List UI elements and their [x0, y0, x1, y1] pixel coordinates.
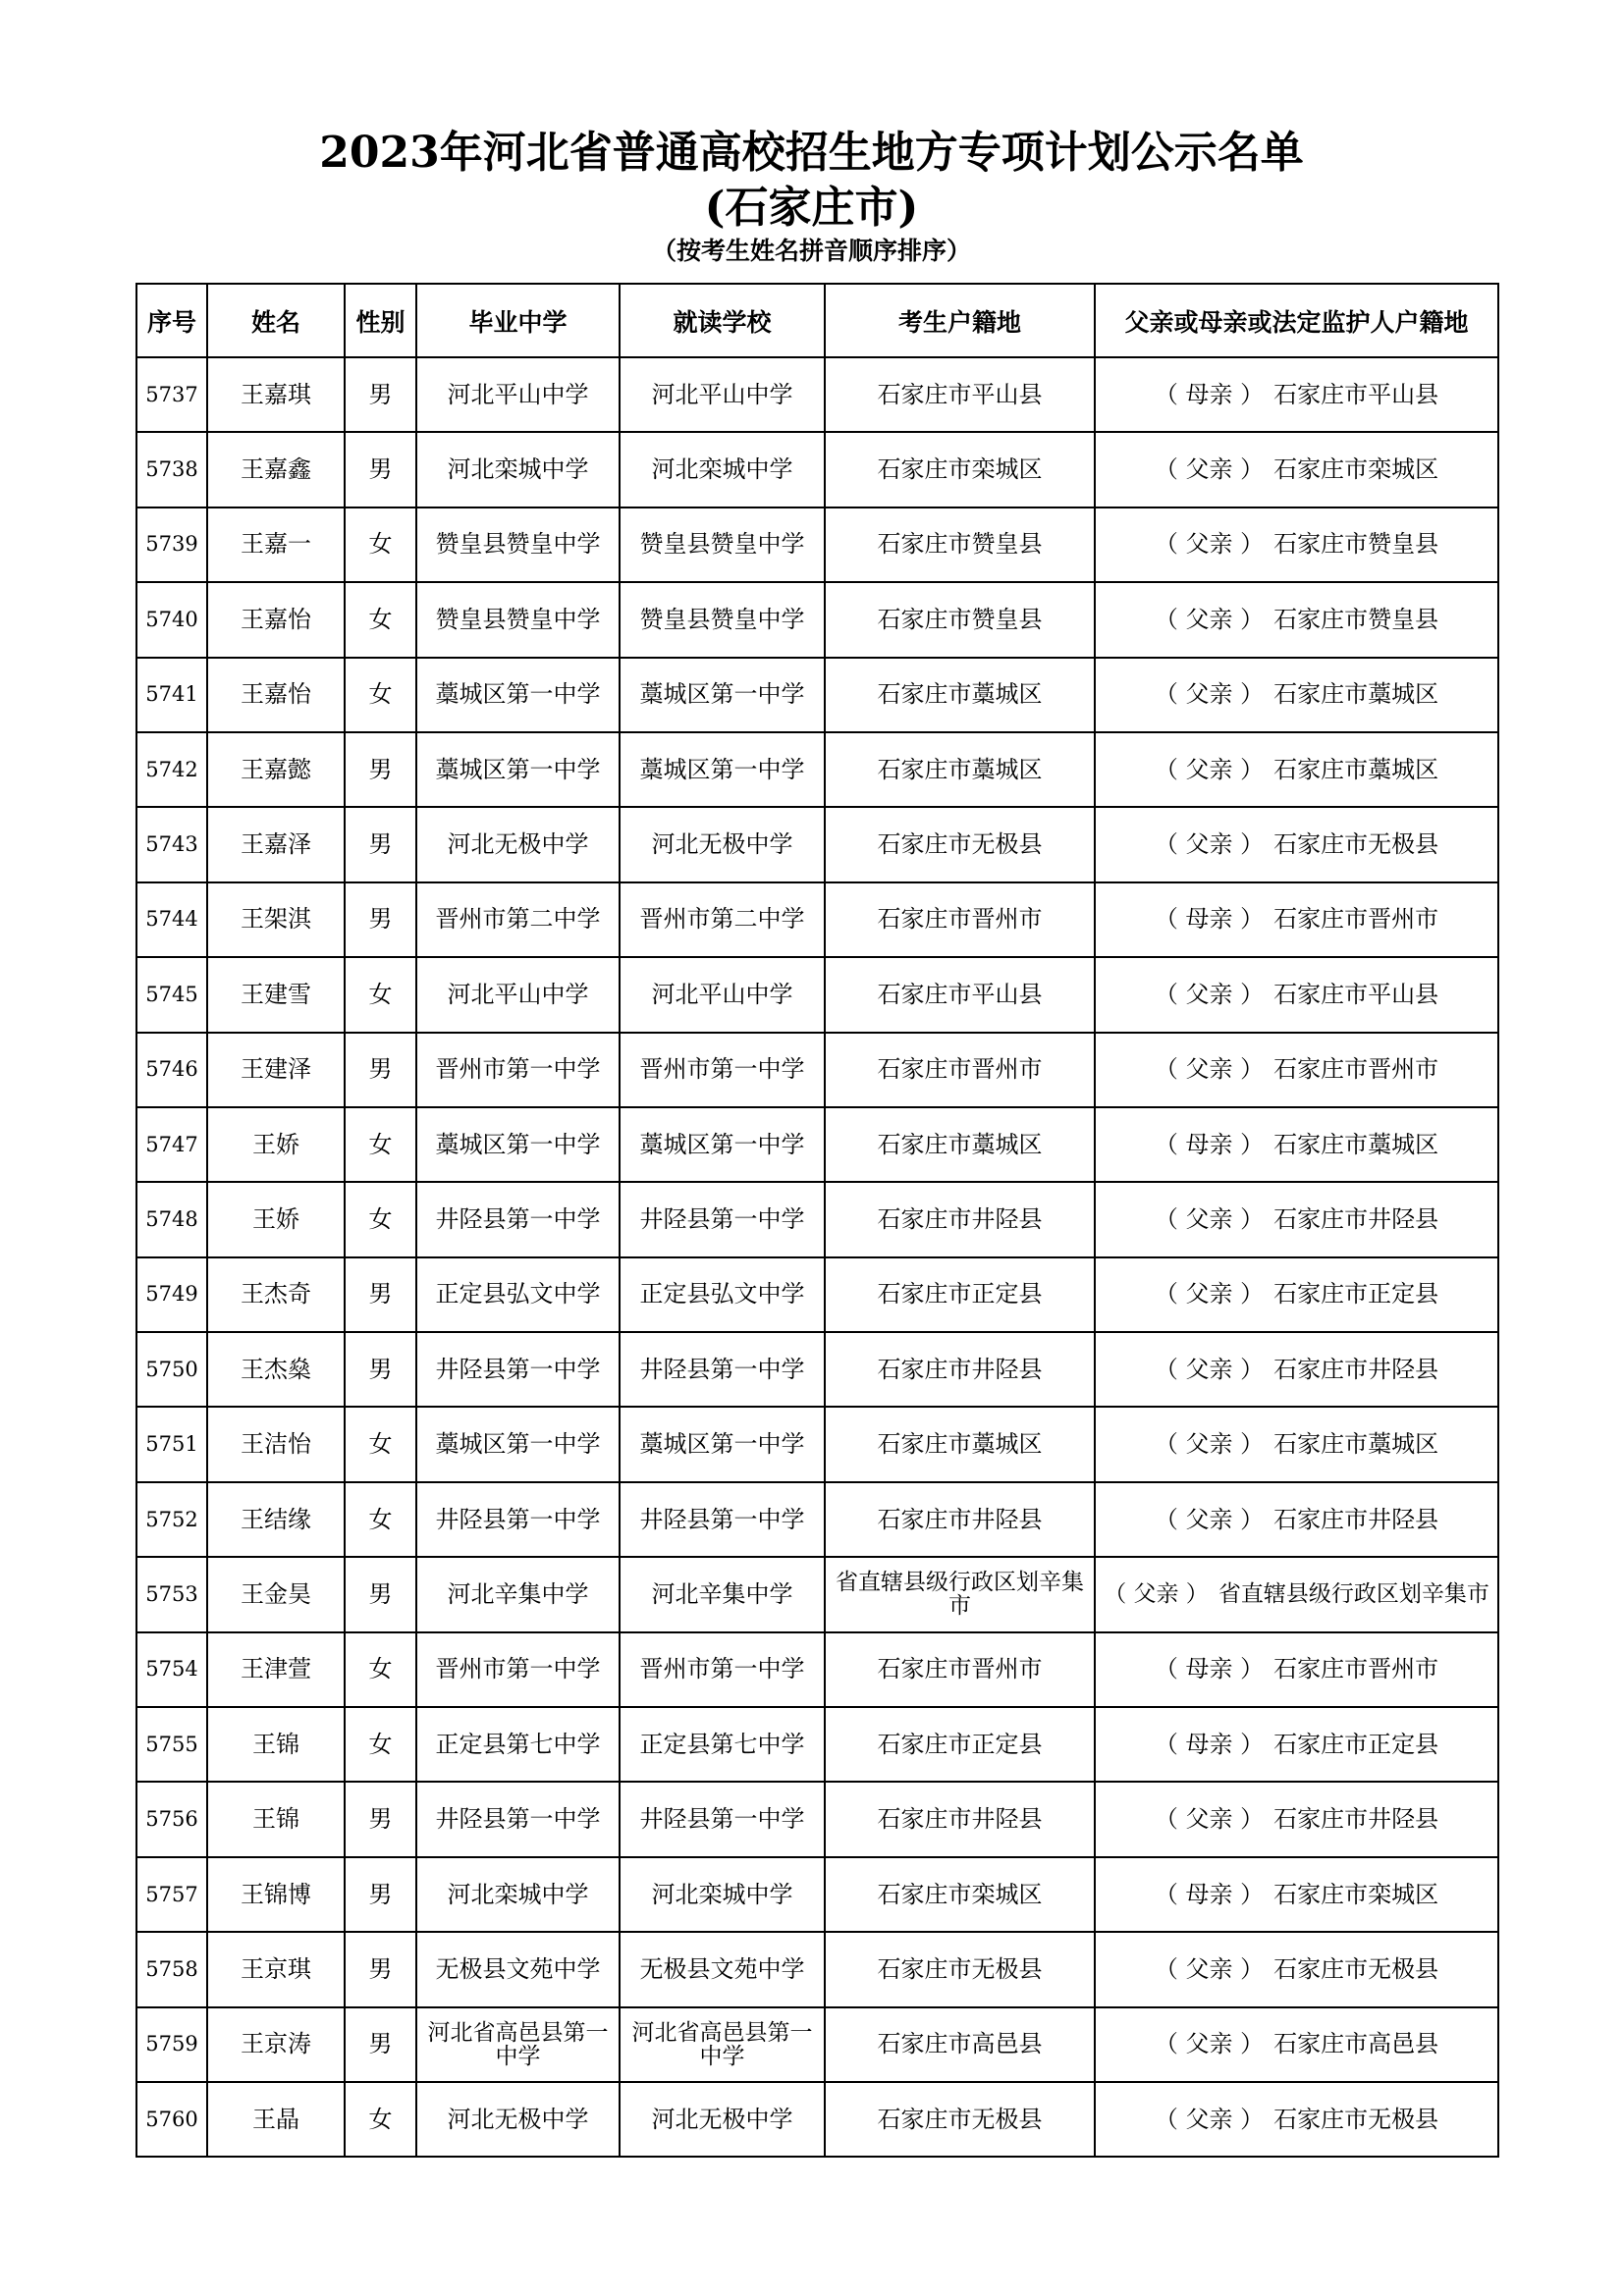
- row-number-cell: 5745: [136, 957, 207, 1032]
- guardian-hukou-cell: [1095, 1332, 1498, 1407]
- current-school-cell: 正定县第七中学: [620, 1707, 825, 1782]
- graduation-school-cell: 正定县第七中学: [416, 1707, 620, 1782]
- student-hukou-cell: 石家庄市正定县: [825, 1707, 1095, 1782]
- column-header-gender: 性别: [345, 284, 416, 357]
- guardian-hukou-location: 石家庄市晋州市: [1273, 1055, 1439, 1084]
- graduation-school-cell: 正定县弘文中学: [416, 1257, 620, 1332]
- student-hukou-cell: 石家庄市赞皇县: [825, 582, 1095, 657]
- guardian-relation: （ 父亲 ）: [1154, 2105, 1265, 2133]
- row-number-cell: 5737: [136, 357, 207, 432]
- row-number-cell: 5752: [136, 1482, 207, 1557]
- guardian-hukou-cell: [1095, 1857, 1498, 1932]
- current-school-cell: 河北平山中学: [620, 357, 825, 432]
- current-school-cell: 河北无极中学: [620, 2082, 825, 2157]
- graduation-school-cell: 河北无极中学: [416, 807, 620, 881]
- guardian-hukou-location: 石家庄市高邑县: [1273, 2030, 1439, 2058]
- row-number-cell: 5749: [136, 1257, 207, 1332]
- table-row: [136, 1707, 1498, 1782]
- current-school-cell: 井陉县第一中学: [620, 1482, 825, 1557]
- student-name-cell: 王京琪: [207, 1932, 345, 2006]
- table-row: [136, 2082, 1498, 2157]
- gender-cell: 女: [345, 507, 416, 582]
- guardian-hukou-cell: [1095, 507, 1498, 582]
- guardian-hukou-cell: [1095, 1932, 1498, 2006]
- row-number-cell: 5760: [136, 2082, 207, 2157]
- guardian-hukou-location: 石家庄市晋州市: [1273, 1655, 1439, 1683]
- table-row: [136, 1557, 1498, 1631]
- student-hukou-cell: 石家庄市晋州市: [825, 1632, 1095, 1707]
- page-title: 2023年河北省普通高校招生地方专项计划公示名单: [319, 128, 1304, 178]
- graduation-school-cell: 赞皇县赞皇中学: [416, 582, 620, 657]
- guardian-relation: （ 母亲 ）: [1154, 1730, 1265, 1758]
- gender-cell: 女: [345, 1107, 416, 1182]
- student-name-cell: 王架淇: [207, 882, 345, 957]
- student-name-cell: 王金昊: [207, 1557, 345, 1631]
- guardian-hukou-location: 石家庄市正定县: [1273, 1280, 1439, 1308]
- guardian-hukou-cell: [1095, 882, 1498, 957]
- table-row: [136, 1932, 1498, 2006]
- gender-cell: 女: [345, 1407, 416, 1481]
- student-name-cell: 王嘉一: [207, 507, 345, 582]
- student-name-cell: 王洁怡: [207, 1407, 345, 1481]
- table-row: [136, 1182, 1498, 1256]
- gender-cell: 男: [345, 357, 416, 432]
- student-hukou-cell: 省直辖县级行政区划辛集市: [825, 1557, 1095, 1631]
- table-row: [136, 432, 1498, 507]
- gender-cell: 男: [345, 2007, 416, 2082]
- guardian-relation: （ 父亲 ）: [1154, 455, 1265, 484]
- guardian-relation: （ 父亲 ）: [1104, 1581, 1209, 1608]
- table-row: [136, 1482, 1498, 1557]
- page-subtitle: (石家庄市): [704, 183, 919, 233]
- table-row: [136, 1033, 1498, 1107]
- graduation-school-cell: 藁城区第一中学: [416, 1407, 620, 1481]
- graduation-school-cell: 井陉县第一中学: [416, 1332, 620, 1407]
- guardian-hukou-cell: [1095, 2082, 1498, 2157]
- guardian-hukou-location: 石家庄市藁城区: [1273, 1130, 1439, 1158]
- graduation-school-cell: 井陉县第一中学: [416, 1182, 620, 1256]
- guardian-hukou-cell: [1095, 1033, 1498, 1107]
- guardian-relation: （ 父亲 ）: [1154, 1430, 1265, 1459]
- student-hukou-cell: 石家庄市井陉县: [825, 1782, 1095, 1856]
- current-school-cell: 赞皇县赞皇中学: [620, 582, 825, 657]
- guardian-hukou-location: 石家庄市藁城区: [1273, 1430, 1439, 1459]
- guardian-relation: （ 母亲 ）: [1154, 1655, 1265, 1683]
- student-name-cell: 王锦博: [207, 1857, 345, 1932]
- student-hukou-cell: 石家庄市藁城区: [825, 732, 1095, 807]
- table-row: [136, 732, 1498, 807]
- gender-cell: 男: [345, 1033, 416, 1107]
- column-header-guardian-hukou: 父亲或母亲或法定监护人户籍地: [1095, 284, 1498, 357]
- gender-cell: 女: [345, 582, 416, 657]
- gender-cell: 女: [345, 1182, 416, 1256]
- table-row: [136, 357, 1498, 432]
- guardian-hukou-cell: [1095, 2007, 1498, 2082]
- guardian-hukou-cell: [1095, 432, 1498, 507]
- current-school-cell: 井陉县第一中学: [620, 1782, 825, 1856]
- row-number-cell: 5738: [136, 432, 207, 507]
- graduation-school-cell: 藁城区第一中学: [416, 658, 620, 732]
- table-body: [136, 357, 1498, 2157]
- graduation-school-cell: 河北省高邑县第一中学: [416, 2007, 620, 2082]
- guardian-hukou-location: 石家庄市平山县: [1273, 980, 1439, 1008]
- guardian-relation: （ 父亲 ）: [1154, 1954, 1265, 1983]
- guardian-relation: （ 父亲 ）: [1154, 1505, 1265, 1533]
- column-header-no: 序号: [136, 284, 207, 357]
- graduation-school-cell: 河北辛集中学: [416, 1557, 620, 1631]
- student-name-cell: 王晶: [207, 2082, 345, 2157]
- gender-cell: 男: [345, 432, 416, 507]
- gender-cell: 男: [345, 1332, 416, 1407]
- student-hukou-cell: 石家庄市高邑县: [825, 2007, 1095, 2082]
- gender-cell: 女: [345, 1632, 416, 1707]
- student-hukou-cell: 石家庄市正定县: [825, 1257, 1095, 1332]
- guardian-hukou-cell: [1095, 732, 1498, 807]
- student-hukou-cell: 石家庄市栾城区: [825, 432, 1095, 507]
- guardian-relation: （ 父亲 ）: [1154, 530, 1265, 559]
- guardian-hukou-cell: [1095, 357, 1498, 432]
- guardian-hukou-location: 石家庄市晋州市: [1273, 905, 1439, 934]
- guardian-relation: （ 父亲 ）: [1154, 680, 1265, 709]
- guardian-hukou-cell: [1095, 957, 1498, 1032]
- guardian-hukou-location: 石家庄市井陉县: [1273, 1204, 1439, 1233]
- row-number-cell: 5739: [136, 507, 207, 582]
- guardian-relation: （ 母亲 ）: [1154, 1880, 1265, 1908]
- student-hukou-cell: 石家庄市无极县: [825, 1932, 1095, 2006]
- graduation-school-cell: 井陉县第一中学: [416, 1782, 620, 1856]
- guardian-hukou-location: 石家庄市正定县: [1273, 1730, 1439, 1758]
- row-number-cell: 5756: [136, 1782, 207, 1856]
- guardian-relation: （ 父亲 ）: [1154, 1280, 1265, 1308]
- student-name-cell: 王娇: [207, 1182, 345, 1256]
- student-hukou-cell: 石家庄市晋州市: [825, 1033, 1095, 1107]
- guardian-relation: （ 父亲 ）: [1154, 1055, 1265, 1084]
- student-hukou-cell: 石家庄市栾城区: [825, 1857, 1095, 1932]
- student-hukou-cell: 石家庄市藁城区: [825, 1407, 1095, 1481]
- row-number-cell: 5747: [136, 1107, 207, 1182]
- current-school-cell: 河北栾城中学: [620, 432, 825, 507]
- row-number-cell: 5759: [136, 2007, 207, 2082]
- current-school-cell: 晋州市第一中学: [620, 1033, 825, 1107]
- table-row: [136, 2007, 1498, 2082]
- student-name-cell: 王嘉怡: [207, 658, 345, 732]
- table-row: [136, 1407, 1498, 1481]
- guardian-relation: （ 父亲 ）: [1154, 2030, 1265, 2058]
- column-header-name: 姓名: [207, 284, 345, 357]
- table-row: [136, 957, 1498, 1032]
- graduation-school-cell: 河北平山中学: [416, 357, 620, 432]
- current-school-cell: 正定县弘文中学: [620, 1257, 825, 1332]
- row-number-cell: 5753: [136, 1557, 207, 1631]
- guardian-relation: （ 父亲 ）: [1154, 1355, 1265, 1383]
- student-hukou-cell: 石家庄市井陉县: [825, 1332, 1095, 1407]
- graduation-school-cell: 藁城区第一中学: [416, 732, 620, 807]
- current-school-cell: 无极县文苑中学: [620, 1932, 825, 2006]
- guardian-hukou-cell: [1095, 1182, 1498, 1256]
- row-number-cell: 5758: [136, 1932, 207, 2006]
- guardian-hukou-location: 省直辖县级行政区划辛集市: [1217, 1581, 1489, 1608]
- current-school-cell: 河北平山中学: [620, 957, 825, 1032]
- guardian-hukou-location: 石家庄市井陉县: [1273, 1805, 1439, 1834]
- student-name-cell: 王津萱: [207, 1632, 345, 1707]
- row-number-cell: 5755: [136, 1707, 207, 1782]
- current-school-cell: 晋州市第一中学: [620, 1632, 825, 1707]
- student-hukou-cell: 石家庄市赞皇县: [825, 507, 1095, 582]
- guardian-hukou-cell: [1095, 1632, 1498, 1707]
- student-hukou-cell: 石家庄市藁城区: [825, 1107, 1095, 1182]
- guardian-hukou-cell: [1095, 807, 1498, 881]
- student-name-cell: 王嘉鑫: [207, 432, 345, 507]
- guardian-relation: （ 父亲 ）: [1154, 605, 1265, 633]
- graduation-school-cell: 井陉县第一中学: [416, 1482, 620, 1557]
- graduation-school-cell: 晋州市第一中学: [416, 1632, 620, 1707]
- current-school-cell: 井陉县第一中学: [620, 1182, 825, 1256]
- admission-list-table: [135, 283, 1499, 2158]
- guardian-hukou-location: 石家庄市井陉县: [1273, 1355, 1439, 1383]
- student-name-cell: 王嘉琪: [207, 357, 345, 432]
- gender-cell: 男: [345, 1857, 416, 1932]
- gender-cell: 女: [345, 2082, 416, 2157]
- student-name-cell: 王娇: [207, 1107, 345, 1182]
- guardian-hukou-location: 石家庄市栾城区: [1273, 455, 1439, 484]
- guardian-relation: （ 母亲 ）: [1154, 380, 1265, 408]
- guardian-relation: （ 母亲 ）: [1154, 905, 1265, 934]
- guardian-relation: （ 父亲 ）: [1154, 1204, 1265, 1233]
- gender-cell: 男: [345, 882, 416, 957]
- table-header-row: [136, 284, 1498, 357]
- guardian-relation: （ 父亲 ）: [1154, 755, 1265, 783]
- student-name-cell: 王杰奇: [207, 1257, 345, 1332]
- current-school-cell: 河北栾城中学: [620, 1857, 825, 1932]
- graduation-school-cell: 晋州市第一中学: [416, 1033, 620, 1107]
- graduation-school-cell: 河北平山中学: [416, 957, 620, 1032]
- column-header-hukou: 考生户籍地: [825, 284, 1095, 357]
- current-school-cell: 井陉县第一中学: [620, 1332, 825, 1407]
- guardian-hukou-location: 石家庄市栾城区: [1273, 1880, 1439, 1908]
- student-hukou-cell: 石家庄市晋州市: [825, 882, 1095, 957]
- row-number-cell: 5751: [136, 1407, 207, 1481]
- table-row: [136, 1632, 1498, 1707]
- student-hukou-cell: 石家庄市平山县: [825, 357, 1095, 432]
- row-number-cell: 5750: [136, 1332, 207, 1407]
- current-school-cell: 河北省高邑县第一中学: [620, 2007, 825, 2082]
- table-row: [136, 1332, 1498, 1407]
- student-hukou-cell: 石家庄市井陉县: [825, 1182, 1095, 1256]
- student-name-cell: 王建雪: [207, 957, 345, 1032]
- row-number-cell: 5748: [136, 1182, 207, 1256]
- graduation-school-cell: 藁城区第一中学: [416, 1107, 620, 1182]
- student-hukou-cell: 石家庄市藁城区: [825, 658, 1095, 732]
- row-number-cell: 5743: [136, 807, 207, 881]
- student-name-cell: 王嘉懿: [207, 732, 345, 807]
- table-row: [136, 1257, 1498, 1332]
- current-school-cell: 藁城区第一中学: [620, 732, 825, 807]
- table-row: [136, 582, 1498, 657]
- row-number-cell: 5744: [136, 882, 207, 957]
- row-number-cell: 5740: [136, 582, 207, 657]
- student-hukou-cell: 石家庄市无极县: [825, 2082, 1095, 2157]
- gender-cell: 女: [345, 957, 416, 1032]
- column-header-study-school: 就读学校: [620, 284, 825, 357]
- graduation-school-cell: 无极县文苑中学: [416, 1932, 620, 2006]
- guardian-hukou-location: 石家庄市赞皇县: [1273, 605, 1439, 633]
- student-name-cell: 王嘉泽: [207, 807, 345, 881]
- guardian-relation: （ 父亲 ）: [1154, 1805, 1265, 1834]
- guardian-hukou-location: 石家庄市无极县: [1273, 830, 1439, 859]
- gender-cell: 女: [345, 658, 416, 732]
- sort-note: （按考生姓名拼音顺序排序）: [651, 237, 971, 265]
- current-school-cell: 藁城区第一中学: [620, 1107, 825, 1182]
- gender-cell: 男: [345, 1782, 416, 1856]
- guardian-hukou-location: 石家庄市赞皇县: [1273, 530, 1439, 559]
- current-school-cell: 藁城区第一中学: [620, 1407, 825, 1481]
- gender-cell: 男: [345, 1932, 416, 2006]
- current-school-cell: 藁城区第一中学: [620, 658, 825, 732]
- student-hukou-cell: 石家庄市井陉县: [825, 1482, 1095, 1557]
- table-row: [136, 1107, 1498, 1182]
- table-row: [136, 507, 1498, 582]
- gender-cell: 女: [345, 1707, 416, 1782]
- student-name-cell: 王杰燊: [207, 1332, 345, 1407]
- guardian-hukou-cell: [1095, 1557, 1498, 1631]
- gender-cell: 男: [345, 732, 416, 807]
- student-name-cell: 王锦: [207, 1707, 345, 1782]
- row-number-cell: 5746: [136, 1033, 207, 1107]
- row-number-cell: 5741: [136, 658, 207, 732]
- guardian-hukou-cell: [1095, 582, 1498, 657]
- graduation-school-cell: 晋州市第二中学: [416, 882, 620, 957]
- current-school-cell: 河北无极中学: [620, 807, 825, 881]
- guardian-hukou-cell: [1095, 1257, 1498, 1332]
- current-school-cell: 河北辛集中学: [620, 1557, 825, 1631]
- student-name-cell: 王建泽: [207, 1033, 345, 1107]
- gender-cell: 男: [345, 1257, 416, 1332]
- student-hukou-cell: 石家庄市无极县: [825, 807, 1095, 881]
- guardian-relation: （ 父亲 ）: [1154, 980, 1265, 1008]
- guardian-hukou-location: 石家庄市井陉县: [1273, 1505, 1439, 1533]
- student-name-cell: 王京涛: [207, 2007, 345, 2082]
- gender-cell: 女: [345, 1482, 416, 1557]
- guardian-hukou-location: 石家庄市无极县: [1273, 2105, 1439, 2133]
- gender-cell: 男: [345, 807, 416, 881]
- guardian-hukou-location: 石家庄市藁城区: [1273, 755, 1439, 783]
- row-number-cell: 5754: [136, 1632, 207, 1707]
- graduation-school-cell: 河北栾城中学: [416, 1857, 620, 1932]
- guardian-hukou-cell: [1095, 658, 1498, 732]
- table-row: [136, 1857, 1498, 1932]
- row-number-cell: 5742: [136, 732, 207, 807]
- table-row: [136, 882, 1498, 957]
- guardian-hukou-cell: [1095, 1482, 1498, 1557]
- student-hukou-cell: 石家庄市平山县: [825, 957, 1095, 1032]
- graduation-school-cell: 河北无极中学: [416, 2082, 620, 2157]
- guardian-hukou-location: 石家庄市藁城区: [1273, 680, 1439, 709]
- guardian-hukou-cell: [1095, 1782, 1498, 1856]
- graduation-school-cell: 河北栾城中学: [416, 432, 620, 507]
- guardian-relation: （ 父亲 ）: [1154, 830, 1265, 859]
- graduation-school-cell: 赞皇县赞皇中学: [416, 507, 620, 582]
- guardian-hukou-location: 石家庄市平山县: [1273, 380, 1439, 408]
- gender-cell: 男: [345, 1557, 416, 1631]
- column-header-grad-school: 毕业中学: [416, 284, 620, 357]
- student-name-cell: 王嘉怡: [207, 582, 345, 657]
- guardian-hukou-cell: [1095, 1407, 1498, 1481]
- guardian-relation: （ 母亲 ）: [1154, 1130, 1265, 1158]
- current-school-cell: 晋州市第二中学: [620, 882, 825, 957]
- row-number-cell: 5757: [136, 1857, 207, 1932]
- student-name-cell: 王结缘: [207, 1482, 345, 1557]
- current-school-cell: 赞皇县赞皇中学: [620, 507, 825, 582]
- student-name-cell: 王锦: [207, 1782, 345, 1856]
- guardian-hukou-location: 石家庄市无极县: [1273, 1954, 1439, 1983]
- table-row: [136, 658, 1498, 732]
- table-row: [136, 1782, 1498, 1856]
- guardian-hukou-cell: [1095, 1107, 1498, 1182]
- guardian-hukou-cell: [1095, 1707, 1498, 1782]
- table-row: [136, 807, 1498, 881]
